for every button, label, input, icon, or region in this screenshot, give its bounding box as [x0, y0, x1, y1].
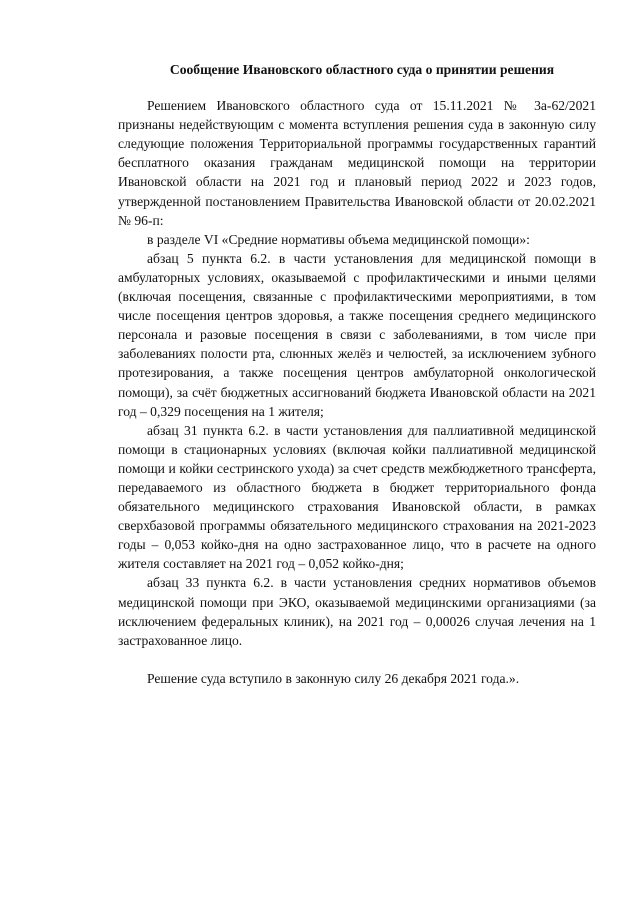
- paragraph-section-vi: в разделе VI «Средние нормативы объема медицинской помощи»:: [147, 231, 530, 247]
- paragraph-spacer: [118, 650, 596, 669]
- paragraph-clause-5: абзац 5 пункта 6.2. в части установления для медицинской помощи в амбулаторных условиях, оказываемой с профилактическими и иными целями (включая посещения, связанные с профилактическими мероприятиями, в том числе посещения центров здоровья, а также посещения среднего медицинского персонала и разовые посещения в связи с заболеваниями, в том числе при заболеваниях полости рта, слюнных желёз и челюстей, за исключением зубного протезирования, а также посещения центров амбулаторной онкологической помощи), за счёт бюджетных ассигнований бюджета Ивановской области на 2021 год – 0,329 посещения на 1 жителя;: [118, 250, 596, 419]
- paragraph-court-decision: Решением Ивановского областного суда от 15.11.2021 № 3а-62/2021 признаны недействующим с момента вступления решения суда в законную силу следующие положения Территориальной программы государственных гарантий бесплатного оказания гражданам медицинской помощи на территории Ивановской области на 2021 год и плановый период 2022 и 2023 годов, утвержденной постановлением Правительства Ивановской области от 20.02.2021 № 96-п:: [118, 98, 596, 228]
- paragraph-clause-33: абзац 33 пункта 6.2. в части установления средних нормативов объемов медицинской помощи при ЭКО, оказываемой медицинскими организациями (за исключением федеральных клиник), на 2021 год – 0,00026 случая лечения на 1 застрахованное лицо.: [118, 575, 596, 648]
- paragraph-closing: Решение суда вступило в законную силу 26 декабря 2021 года.».: [147, 670, 520, 686]
- document-title: Сообщение Ивановского областного суда о принятии решения: [169, 62, 555, 77]
- document-page: [118, 60, 596, 688]
- paragraph-clause-31: абзац 31 пункта 6.2. в части установления для паллиативной медицинской помощи в стационарных условиях (включая койки паллиативной медицинской помощи и койки сестринского ухода) за счет средств межбюджетного трансферта, передаваемого из областного бюджета в бюджет территориального фонда обязательного медицинского страхования Ивановской области, в рамках сверхбазовой программы обязательного медицинского страхования на 2021-2023 годы – 0,053 койко-дня на одно застрахованное лицо, что в расчете на одного жителя составляет на 2021 год – 0,052 койко-дня;: [118, 422, 596, 572]
